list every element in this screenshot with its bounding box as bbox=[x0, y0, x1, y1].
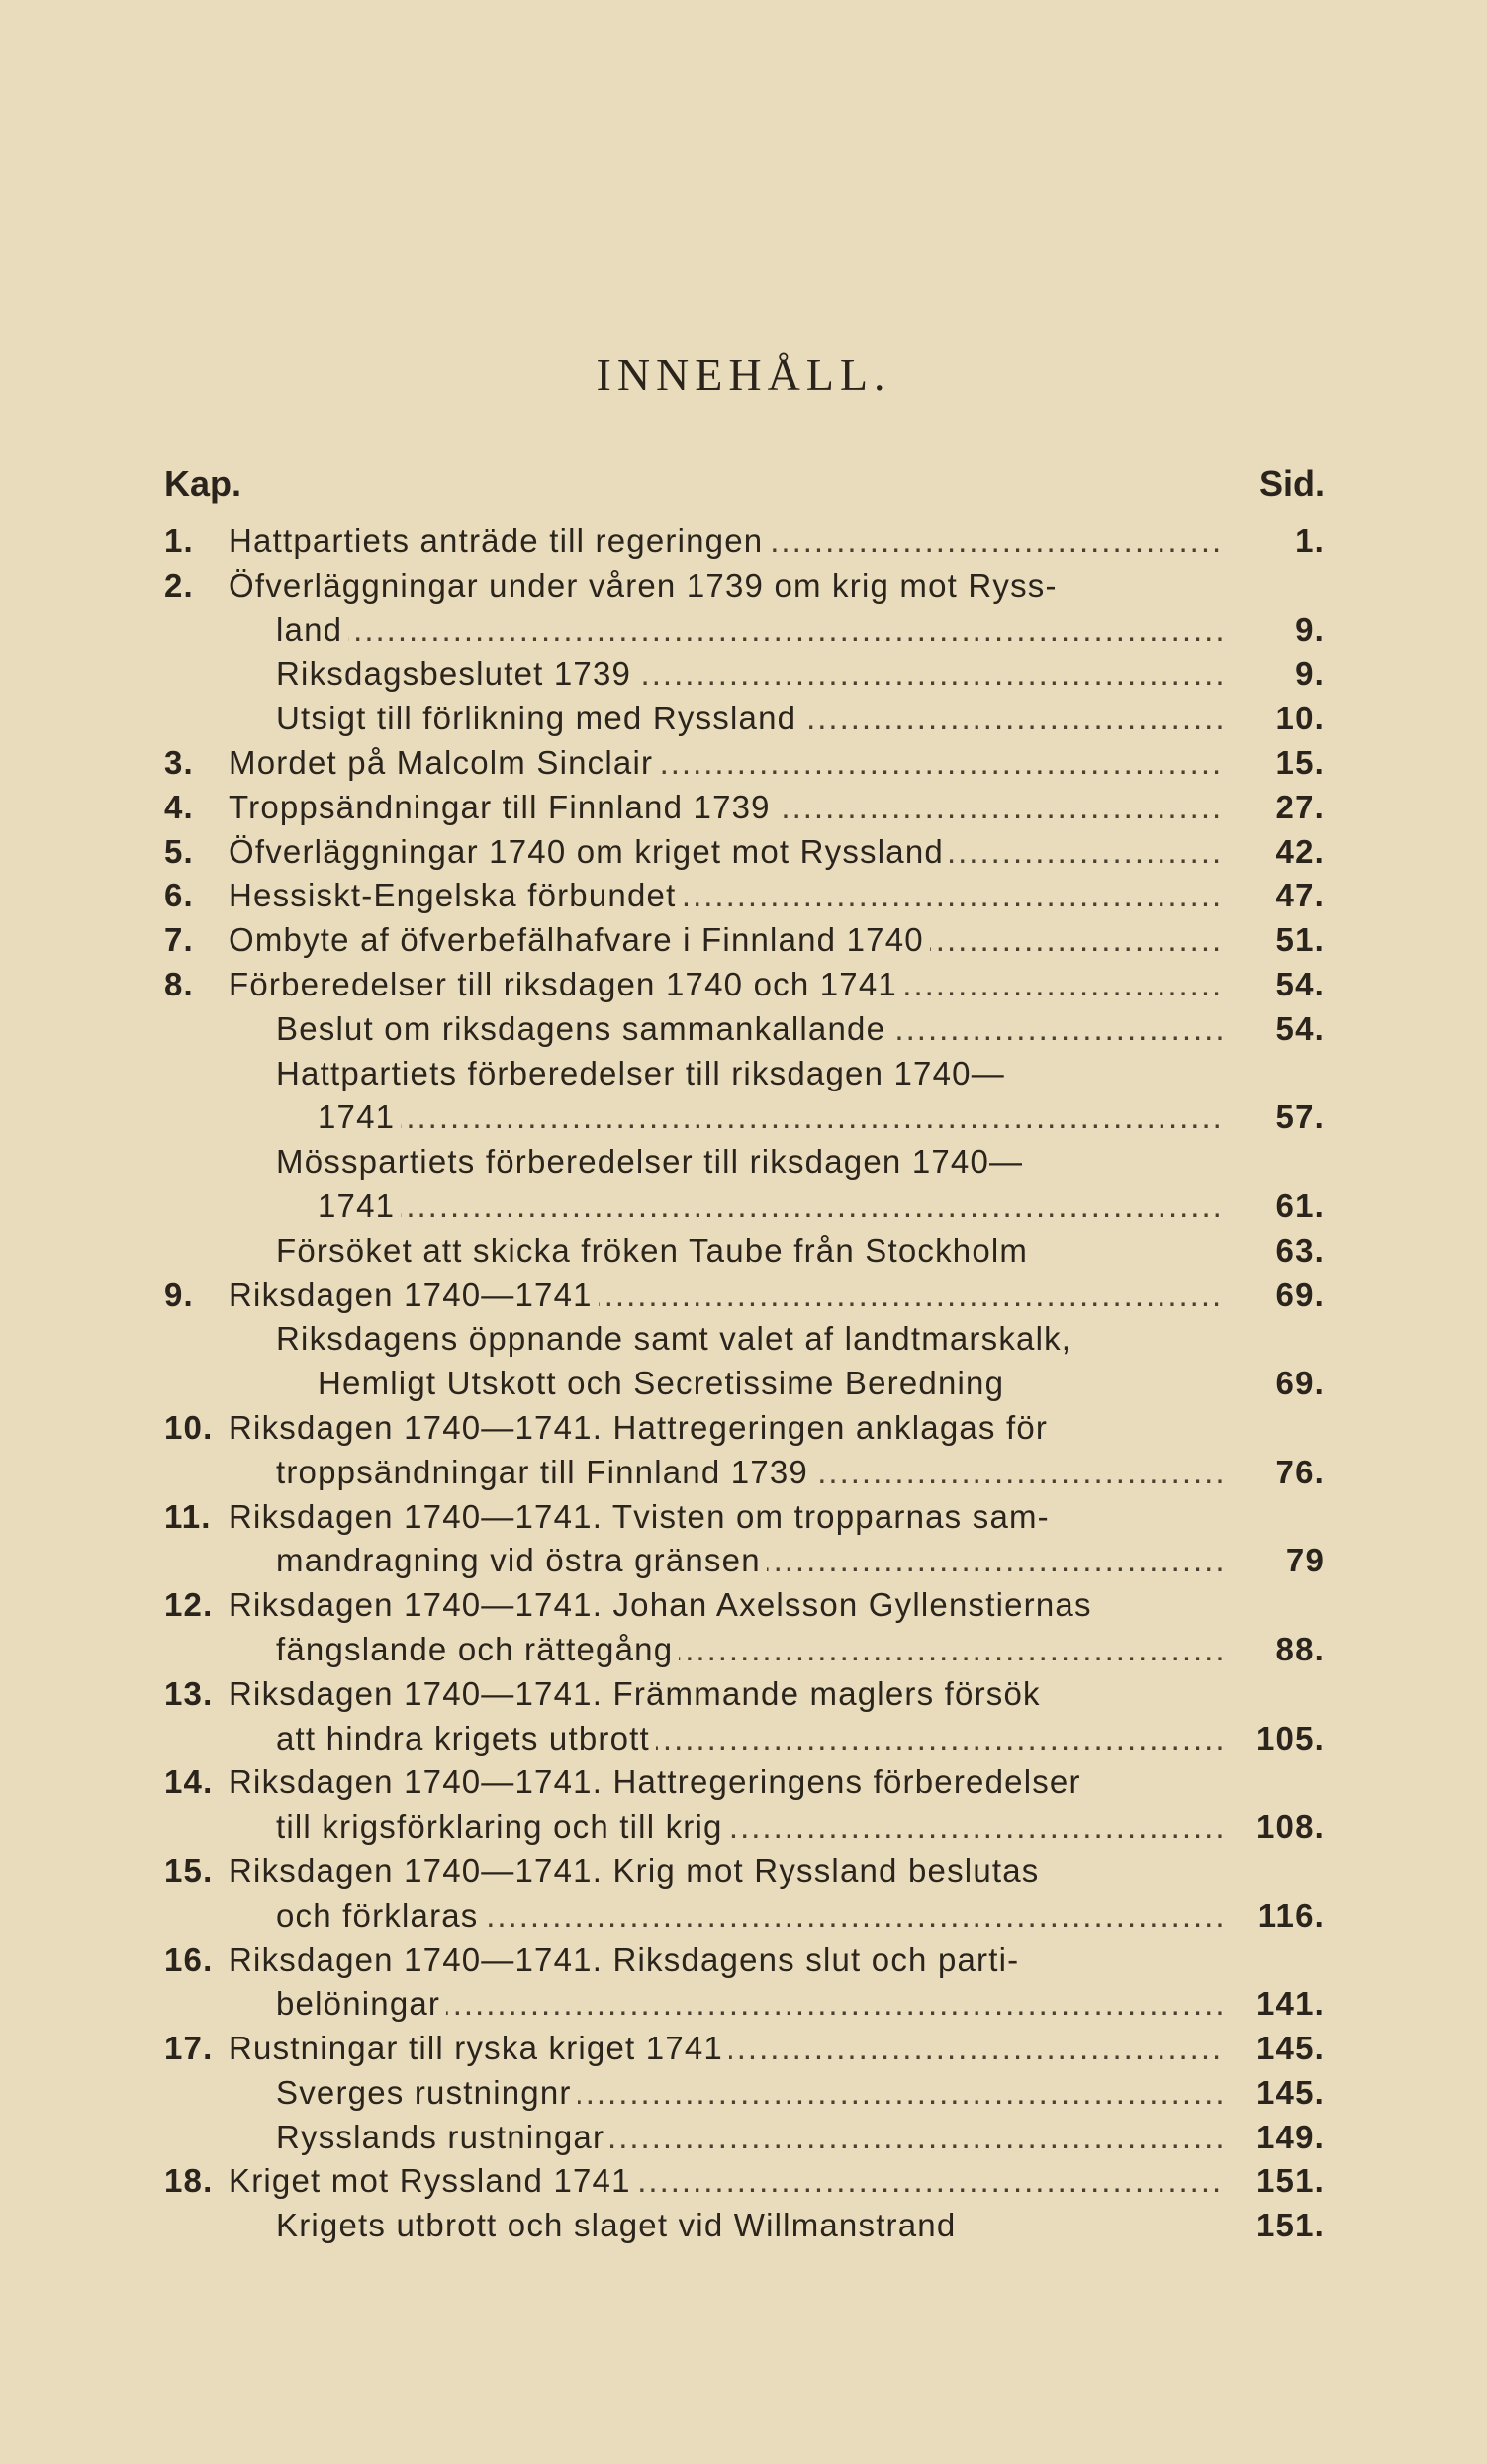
page-number: 151. bbox=[1255, 2207, 1325, 2244]
toc-line bbox=[164, 1805, 1325, 1849]
page-number: 145. bbox=[1255, 2073, 1325, 2111]
chapter-number: 17. bbox=[164, 2030, 214, 2067]
column-headings bbox=[164, 463, 1325, 513]
entry-text: Riksdagen 1740—1741 bbox=[229, 1277, 599, 1313]
page-number: 76. bbox=[1275, 1453, 1325, 1490]
toc-line bbox=[164, 1939, 1325, 1983]
entry-text: och förklaras bbox=[276, 1897, 485, 1934]
entry-text: Rustningar till ryska kriget 1741 bbox=[229, 2030, 729, 2066]
page-number: 69. bbox=[1275, 1365, 1325, 1402]
entry-text: land bbox=[276, 612, 348, 648]
entry-text: belöningar bbox=[276, 1985, 446, 2022]
entry-text: Rysslands rustningar bbox=[276, 2119, 610, 2155]
entry-text: Krigets utbrott och slaget vid Willmanstrand bbox=[276, 2207, 957, 2244]
toc-line bbox=[164, 1095, 1325, 1140]
chapter-number: 2. bbox=[164, 566, 194, 604]
entry-text: Riksdagens öppnande samt valet af landtmarskalk, bbox=[276, 1320, 1072, 1358]
chapter-number: 18. bbox=[164, 2162, 214, 2200]
page-number: 54. bbox=[1275, 965, 1325, 1002]
page-number: 88. bbox=[1275, 1630, 1325, 1667]
entry-text: Riksdagen 1740—1741. Tvisten om tropparnas sam- bbox=[229, 1497, 1050, 1535]
entry-text: mandragning vid östra gränsen bbox=[276, 1542, 767, 1578]
toc-line bbox=[164, 918, 1325, 963]
page-number: 15. bbox=[1275, 743, 1325, 781]
entry-text: Hattpartiets förberedelser till riksdagen 1740— bbox=[276, 1054, 1005, 1091]
entry-text: Riksdagen 1740—1741. Riksdagens slut och parti- bbox=[229, 1941, 1020, 1978]
toc-line bbox=[164, 1583, 1325, 1628]
toc-line bbox=[164, 1362, 1325, 1406]
entry-text: Utsigt till förlikning med Ryssland bbox=[276, 700, 802, 736]
page-number: 10. bbox=[1275, 700, 1325, 737]
toc-line bbox=[164, 697, 1325, 741]
toc-line bbox=[164, 520, 1325, 564]
toc-line bbox=[164, 830, 1325, 875]
toc-line bbox=[164, 2027, 1325, 2071]
page-number: 116. bbox=[1257, 1896, 1325, 1934]
entry-text: Hemligt Utskott och Secretissime Beredning bbox=[318, 1365, 1005, 1402]
toc-line bbox=[164, 1317, 1325, 1362]
toc-line bbox=[164, 2116, 1325, 2160]
chapter-number: 3. bbox=[164, 743, 194, 781]
toc-line bbox=[164, 1717, 1325, 1761]
page-number: 145. bbox=[1255, 2030, 1325, 2067]
toc-line bbox=[164, 1672, 1325, 1717]
table-of-contents bbox=[164, 520, 1325, 2248]
entry-text: Hattpartiets anträde till regeringen bbox=[229, 522, 769, 559]
entry-text: Riksdagen 1740—1741. Johan Axelsson Gyllenstiernas bbox=[229, 1586, 1092, 1624]
toc-line bbox=[164, 1539, 1325, 1583]
toc-line bbox=[164, 1982, 1325, 2027]
toc-line bbox=[164, 2159, 1325, 2204]
chapter-number: 10. bbox=[164, 1408, 214, 1446]
page-number: 1. bbox=[1295, 522, 1325, 559]
entry-text: Riksdagen 1740—1741. Krig mot Ryssland beslutas bbox=[229, 1851, 1040, 1889]
entry-text: Kriget mot Ryssland 1741 bbox=[229, 2162, 637, 2199]
entry-text: Mösspartiets förberedelser till riksdagen 1740— bbox=[276, 1143, 1024, 1181]
entry-text: fängslande och rättegång bbox=[276, 1631, 679, 1667]
chapter-number: 7. bbox=[164, 921, 194, 959]
page-number: 69. bbox=[1275, 1276, 1325, 1313]
page-number: 108. bbox=[1255, 1808, 1325, 1846]
toc-line bbox=[164, 1274, 1325, 1318]
entry-text: Mordet på Malcolm Sinclair bbox=[229, 744, 659, 781]
page-number: 105. bbox=[1255, 1719, 1325, 1756]
toc-line bbox=[164, 2071, 1325, 2116]
chapter-number: 8. bbox=[164, 965, 194, 1002]
chapter-number: 1. bbox=[164, 522, 194, 559]
toc-line bbox=[164, 1140, 1325, 1185]
entry-text: Öfverläggningar 1740 om kriget mot Ryssland bbox=[229, 833, 950, 870]
page-number: 79 bbox=[1285, 1542, 1325, 1579]
chapter-number: 13. bbox=[164, 1674, 214, 1712]
chapter-number: 4. bbox=[164, 788, 194, 825]
entry-text: Troppsändningar till Finnland 1739 bbox=[229, 789, 777, 825]
entry-text: till krigsförklaring och till krig bbox=[276, 1808, 729, 1845]
entry-text: Riksdagen 1740—1741. Hattregeringen anklagas för bbox=[229, 1408, 1049, 1446]
chapter-number: 5. bbox=[164, 832, 194, 870]
entry-text: att hindra krigets utbrott bbox=[276, 1720, 656, 1756]
chapter-number: 11. bbox=[164, 1497, 212, 1535]
entry-text: Hessiskt-Engelska förbundet bbox=[229, 877, 682, 913]
page-number: 149. bbox=[1255, 2118, 1325, 2155]
page-number: 47. bbox=[1275, 877, 1325, 914]
chapter-number: 14. bbox=[164, 1763, 214, 1801]
toc-line bbox=[164, 1229, 1325, 1274]
toc-line bbox=[164, 1406, 1325, 1451]
entry-text: Riksdagsbeslutet 1739 bbox=[276, 655, 637, 692]
entry-text: Öfverläggningar under våren 1739 om krig mot Ryss- bbox=[229, 566, 1058, 604]
entry-text: troppsändningar till Finnland 1739 bbox=[276, 1454, 814, 1490]
chapter-number: 9. bbox=[164, 1276, 194, 1313]
toc-line bbox=[164, 963, 1325, 1007]
chapter-number: 12. bbox=[164, 1586, 214, 1624]
toc-line bbox=[164, 2204, 1325, 2248]
page-number: 9. bbox=[1295, 655, 1325, 693]
toc-line bbox=[164, 1451, 1325, 1495]
page-number: 141. bbox=[1255, 1985, 1325, 2023]
entry-text: Riksdagen 1740—1741. Hattregeringens förberedelser bbox=[229, 1763, 1081, 1801]
toc-line bbox=[164, 1007, 1325, 1052]
page-number: 151. bbox=[1255, 2162, 1325, 2200]
toc-line bbox=[164, 652, 1325, 697]
toc-line bbox=[164, 564, 1325, 609]
toc-line bbox=[164, 1628, 1325, 1672]
toc-line bbox=[164, 741, 1325, 786]
toc-line bbox=[164, 874, 1325, 918]
toc-line bbox=[164, 1495, 1325, 1540]
toc-line bbox=[164, 1185, 1325, 1229]
toc-line bbox=[164, 1894, 1325, 1939]
entry-text: Beslut om riksdagens sammankallande bbox=[276, 1010, 891, 1047]
page-number: 9. bbox=[1295, 611, 1325, 648]
chapter-number: 6. bbox=[164, 877, 194, 914]
page-number: 27. bbox=[1275, 788, 1325, 825]
toc-line bbox=[164, 609, 1325, 653]
toc-line bbox=[164, 1760, 1325, 1805]
page-number: 57. bbox=[1275, 1098, 1325, 1136]
entry-text: 1741 bbox=[318, 1187, 401, 1224]
entry-text: Försöket att skicka fröken Taube från Stockholm bbox=[276, 1231, 1029, 1269]
entry-text: Ombyte af öfverbefälhafvare i Finnland 1740 bbox=[229, 921, 930, 958]
page-number: 42. bbox=[1275, 832, 1325, 870]
sid-heading: Sid. bbox=[1258, 463, 1325, 504]
entry-text: 1741 bbox=[318, 1098, 401, 1135]
page-number: 54. bbox=[1275, 1009, 1325, 1047]
toc-line bbox=[164, 1849, 1325, 1894]
entry-text: Riksdagen 1740—1741. Främmande maglers försök bbox=[229, 1674, 1041, 1712]
kap-heading: Kap. bbox=[164, 463, 242, 504]
page-number: 51. bbox=[1275, 921, 1325, 959]
entry-text: Sverges rustningnr bbox=[276, 2074, 578, 2111]
toc-line bbox=[164, 1052, 1325, 1096]
page-number: 61. bbox=[1275, 1186, 1325, 1224]
entry-text: Förberedelser till riksdagen 1740 och 1741 bbox=[229, 966, 903, 1002]
chapter-number: 15. bbox=[164, 1851, 214, 1889]
page-title: INNEHÅLL. bbox=[596, 349, 891, 400]
toc-line bbox=[164, 786, 1325, 830]
chapter-number: 16. bbox=[164, 1941, 214, 1978]
page-number: 63. bbox=[1275, 1231, 1325, 1269]
